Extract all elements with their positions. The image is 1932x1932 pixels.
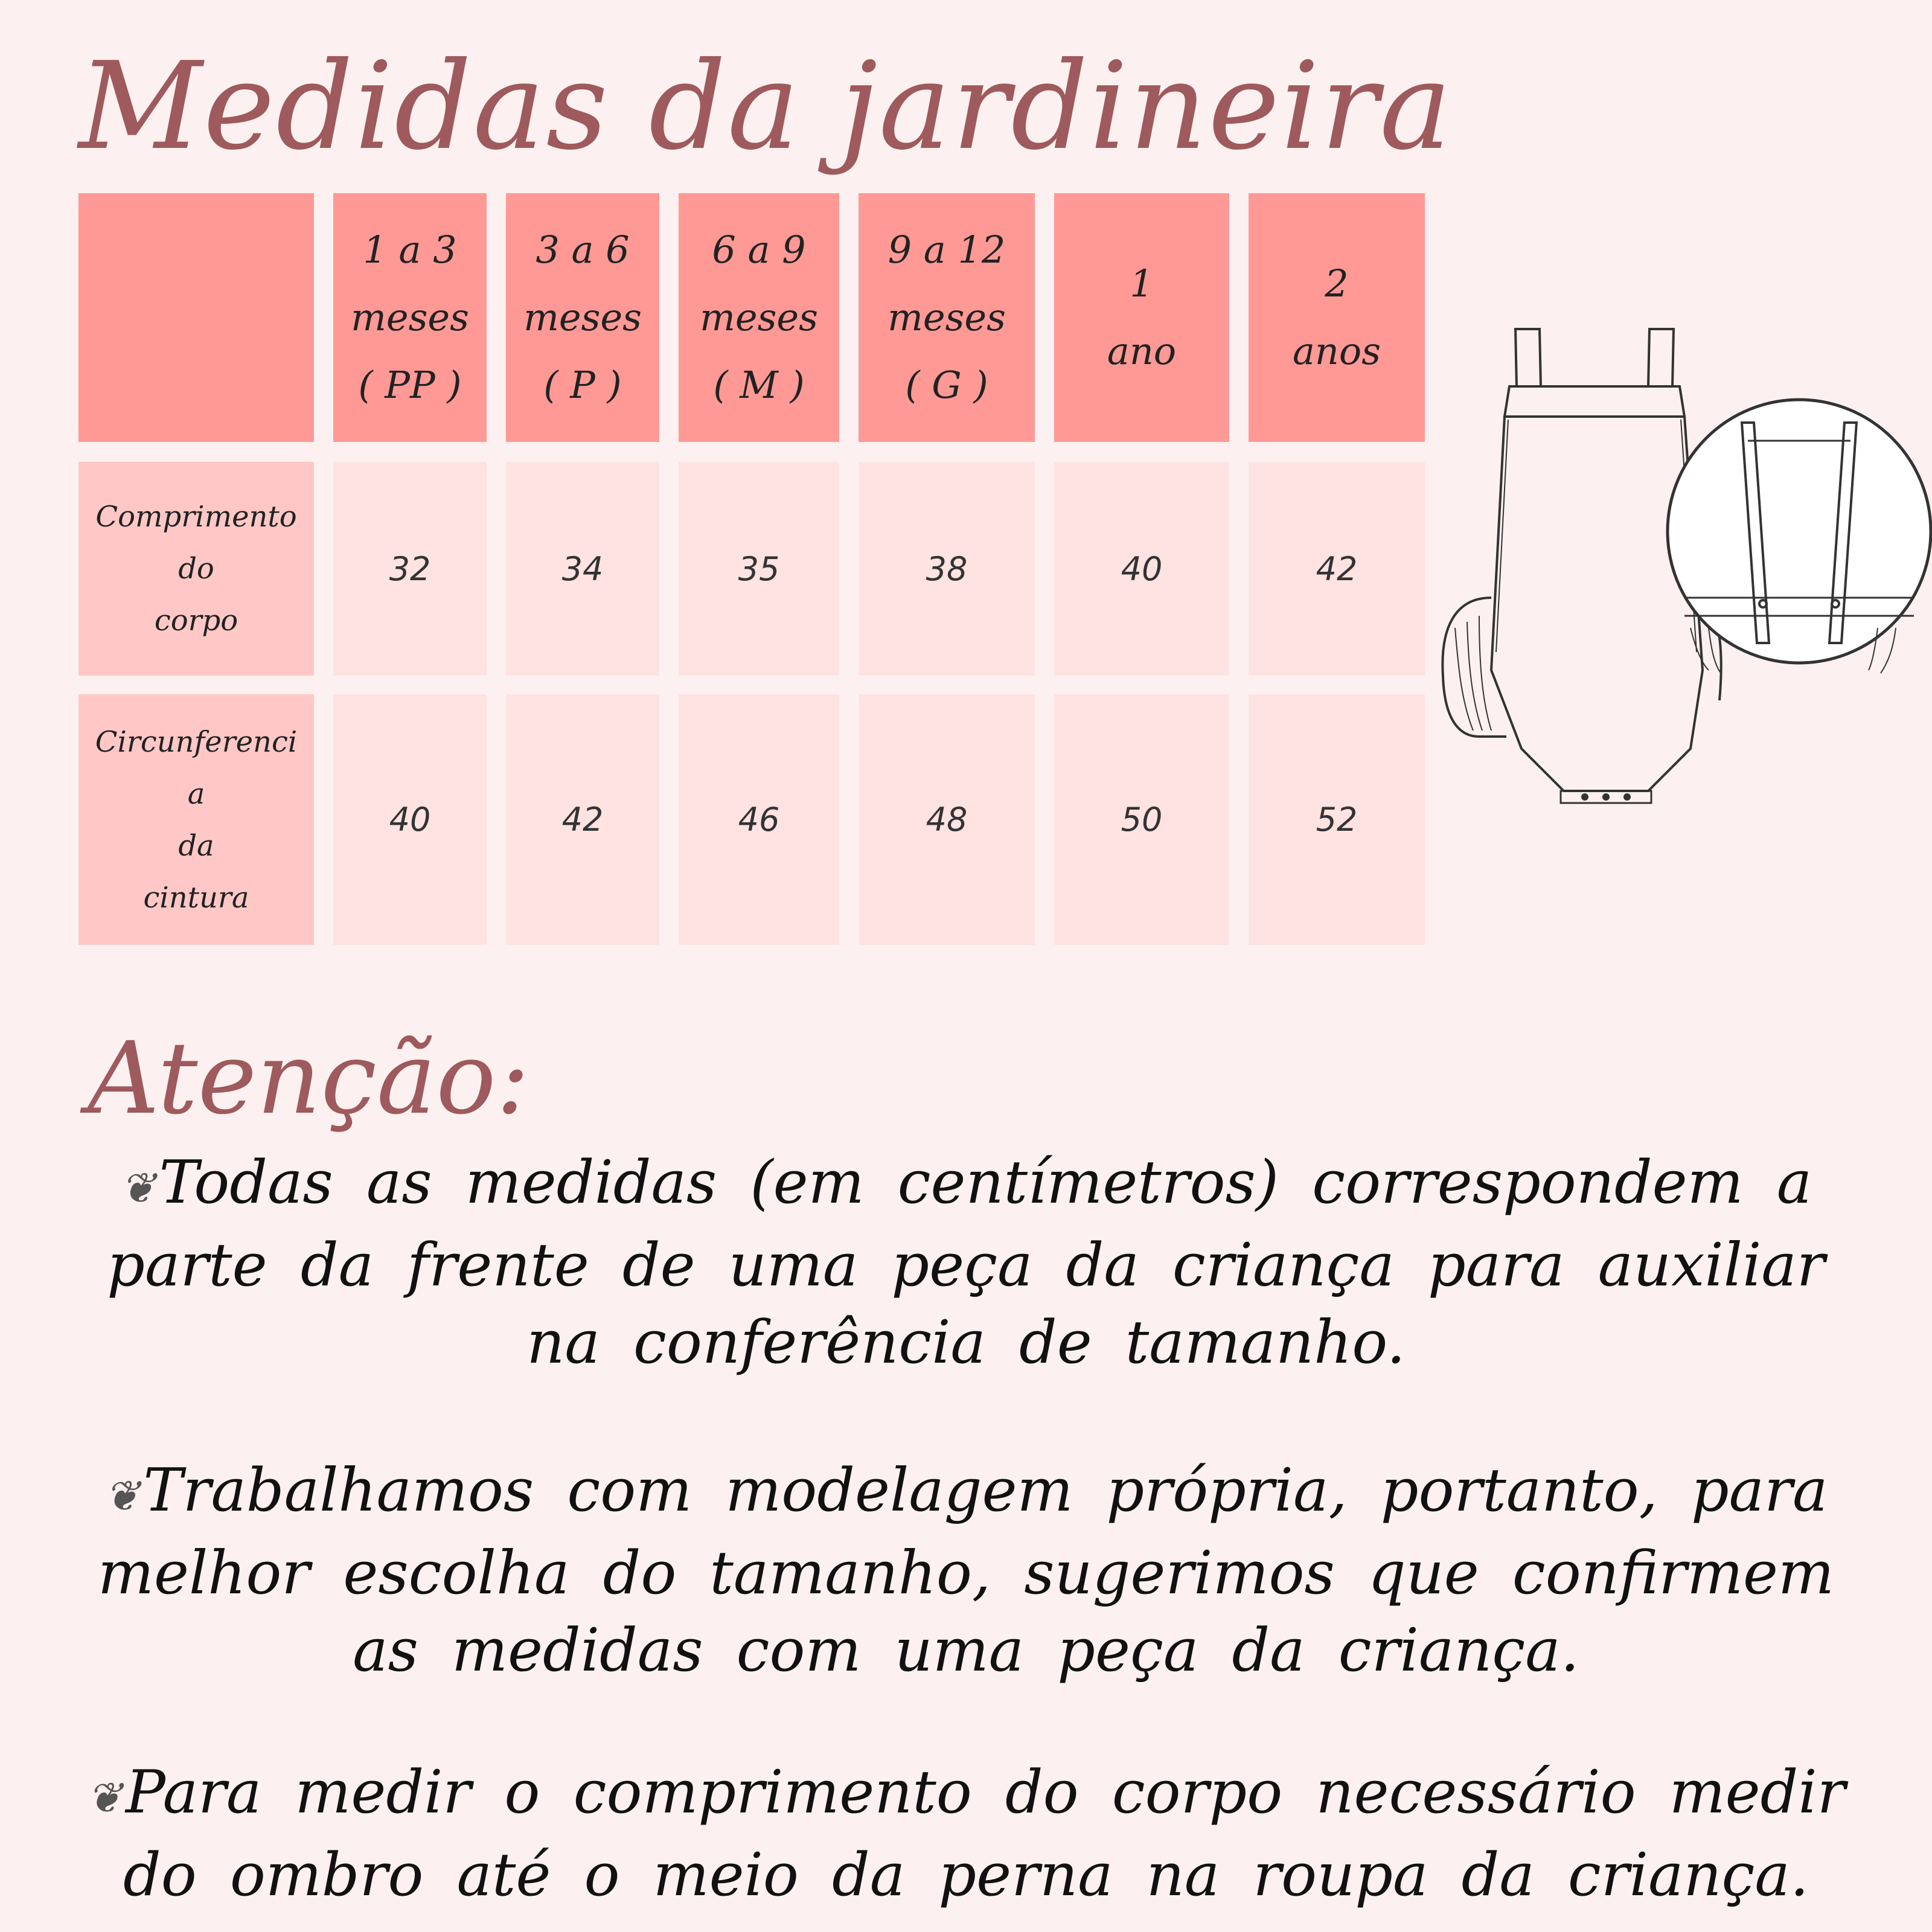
leaf-bullet-icon: ❦ (120, 1163, 156, 1213)
table-cell: 32 (333, 462, 487, 676)
table-cell: 42 (1249, 462, 1425, 676)
table-cell: 48 (859, 694, 1035, 945)
table-cell: 34 (506, 462, 659, 676)
table-cell: 40 (333, 694, 487, 945)
row-label: Comprimento do corpo (78, 462, 314, 676)
table-corner-cell (78, 193, 314, 442)
attention-heading: Atenção: (88, 1020, 530, 1136)
column-header: 9 a 12 meses ( G ) (859, 193, 1035, 442)
column-header: 6 a 9 meses ( M ) (679, 193, 839, 442)
page-title: Medidas da jardineira (78, 36, 1453, 177)
column-header: 1 ano (1054, 193, 1229, 442)
row-label: Circunferenci a da cintura (78, 694, 314, 945)
table-cell: 42 (506, 694, 659, 945)
table-cell: 46 (679, 694, 839, 945)
table-cell: 50 (1054, 694, 1229, 945)
table-cell: 40 (1054, 462, 1229, 676)
column-header: 2 anos (1249, 193, 1425, 442)
romper-illustration (1431, 314, 1932, 857)
table-cell: 35 (679, 462, 839, 676)
column-header: 1 a 3 meses ( PP ) (333, 193, 487, 442)
leaf-bullet-icon: ❦ (86, 1773, 123, 1823)
leaf-bullet-icon: ❦ (104, 1471, 140, 1521)
table-cell: 52 (1249, 694, 1425, 945)
table-cell: 38 (859, 462, 1035, 676)
note-paragraph: ❦Trabalhamos com modelagem própria, portanto, para melhor escolha do tamanho, sugerimos que confirmem as medidas com uma peça da criança. (98, 1456, 1834, 1685)
column-header: 3 a 6 meses ( P ) (506, 193, 659, 442)
note-paragraph: ❦Para medir o comprimento do corpo necessário medir do ombro até o meio da perna na roupa da criança. (86, 1758, 1846, 1910)
note-paragraph: ❦Todas as medidas (em centímetros) correspondem a parte da frente de uma peça da criança para auxiliar na conferência de tamanho. (107, 1148, 1825, 1377)
